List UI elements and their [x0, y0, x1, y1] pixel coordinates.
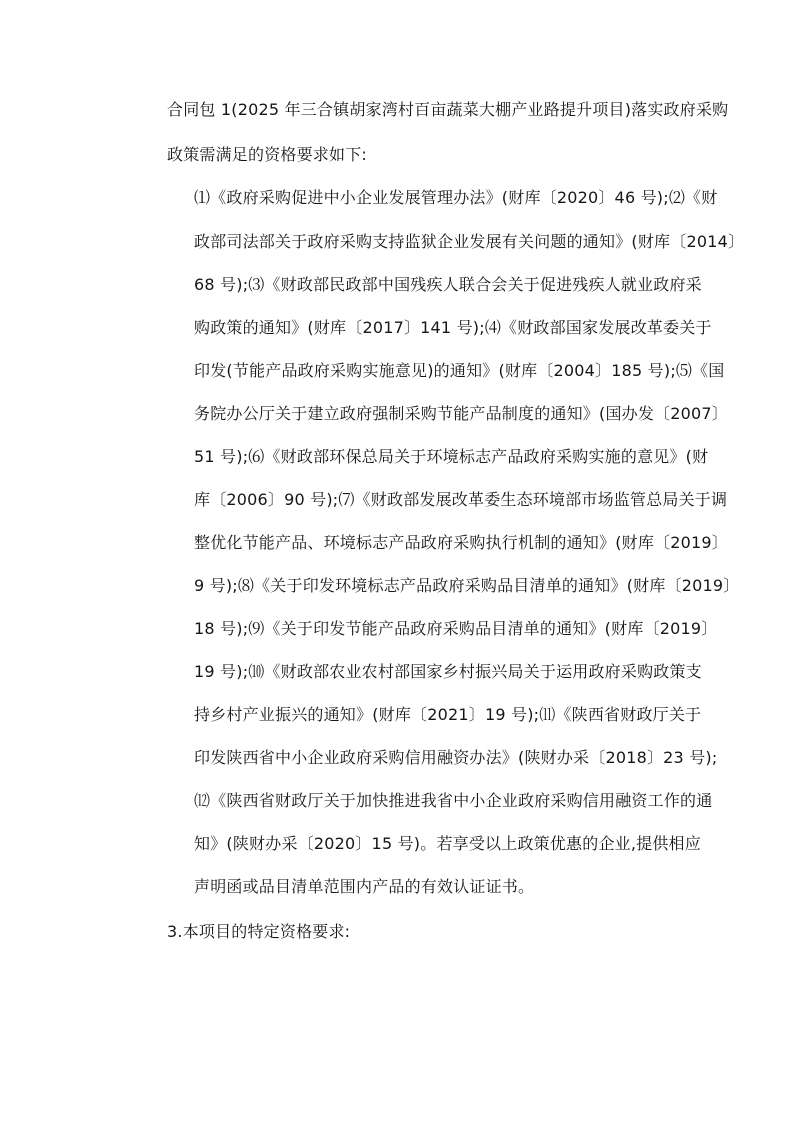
policy-line-10: 9 号);⑻《关于印发环境标志产品政府采购品目清单的通知》(财库〔2019〕 [194, 576, 740, 595]
policy-line-8: 库〔2006〕90 号);⑺《财政部发展改革委生态环境部市场监管总局关于调 [194, 490, 728, 509]
policy-line-11: 18 号);⑼《关于印发节能产品政府采购品目清单的通知》(财库〔2019〕 [194, 619, 718, 638]
policy-line-15: ⑿《陕西省财政厅关于加快推进我省中小企业政府采购信用融资工作的通 [194, 791, 713, 810]
policy-line-14: 印发陕西省中小企业政府采购信用融资办法》(陕财办采〔2018〕23 号); [194, 748, 718, 767]
policy-line-7: 51 号);⑹《财政部环保总局关于环境标志产品政府采购实施的意见》(财 [194, 447, 709, 466]
policy-line-4: 购政策的通知》(财库〔2017〕141 号);⑷《财政部国家发展改革委关于 [194, 318, 712, 337]
intro-line-1: 合同包 1(2025 年三合镇胡家湾村百亩蔬菜大棚产业路提升项目)落实政府采购 [167, 100, 729, 119]
section-heading: 3.本项目的特定资格要求: [167, 922, 351, 941]
policy-line-3: 68 号);⑶《财政部民政部中国残疾人联合会关于促进残疾人就业政府采 [194, 275, 702, 294]
policy-line-17: 声明函或品目清单范围内产品的有效认证证书。 [194, 877, 535, 896]
policy-line-5: 印发(节能产品政府采购实施意见)的通知》(财库〔2004〕185 号);⑸《国 [194, 361, 725, 380]
policy-line-2: 政部司法部关于政府采购支持监狱企业发展有关问题的通知》(财库〔2014〕 [194, 232, 745, 251]
policy-line-9: 整优化节能产品、环境标志产品政府采购执行机制的通知》(财库〔2019〕 [194, 533, 728, 552]
policy-line-6: 务院办公厅关于建立政府强制采购节能产品制度的通知》(国办发〔2007〕 [194, 404, 728, 423]
intro-line-2: 政策需满足的资格要求如下: [167, 145, 367, 164]
policy-line-16: 知》(陕财办采〔2020〕15 号)。若享受以上政策优惠的企业,提供相应 [194, 834, 701, 853]
policy-line-12: 19 号);⑽《财政部农业农村部国家乡村振兴局关于运用政府采购政策支 [194, 662, 702, 681]
policy-line-13: 持乡村产业振兴的通知》(财库〔2021〕19 号);⑾《陕西省财政厅关于 [194, 705, 702, 724]
policy-line-1: ⑴《政府采购促进中小企业发展管理办法》(财库〔2020〕46 号);⑵《财 [194, 188, 718, 207]
